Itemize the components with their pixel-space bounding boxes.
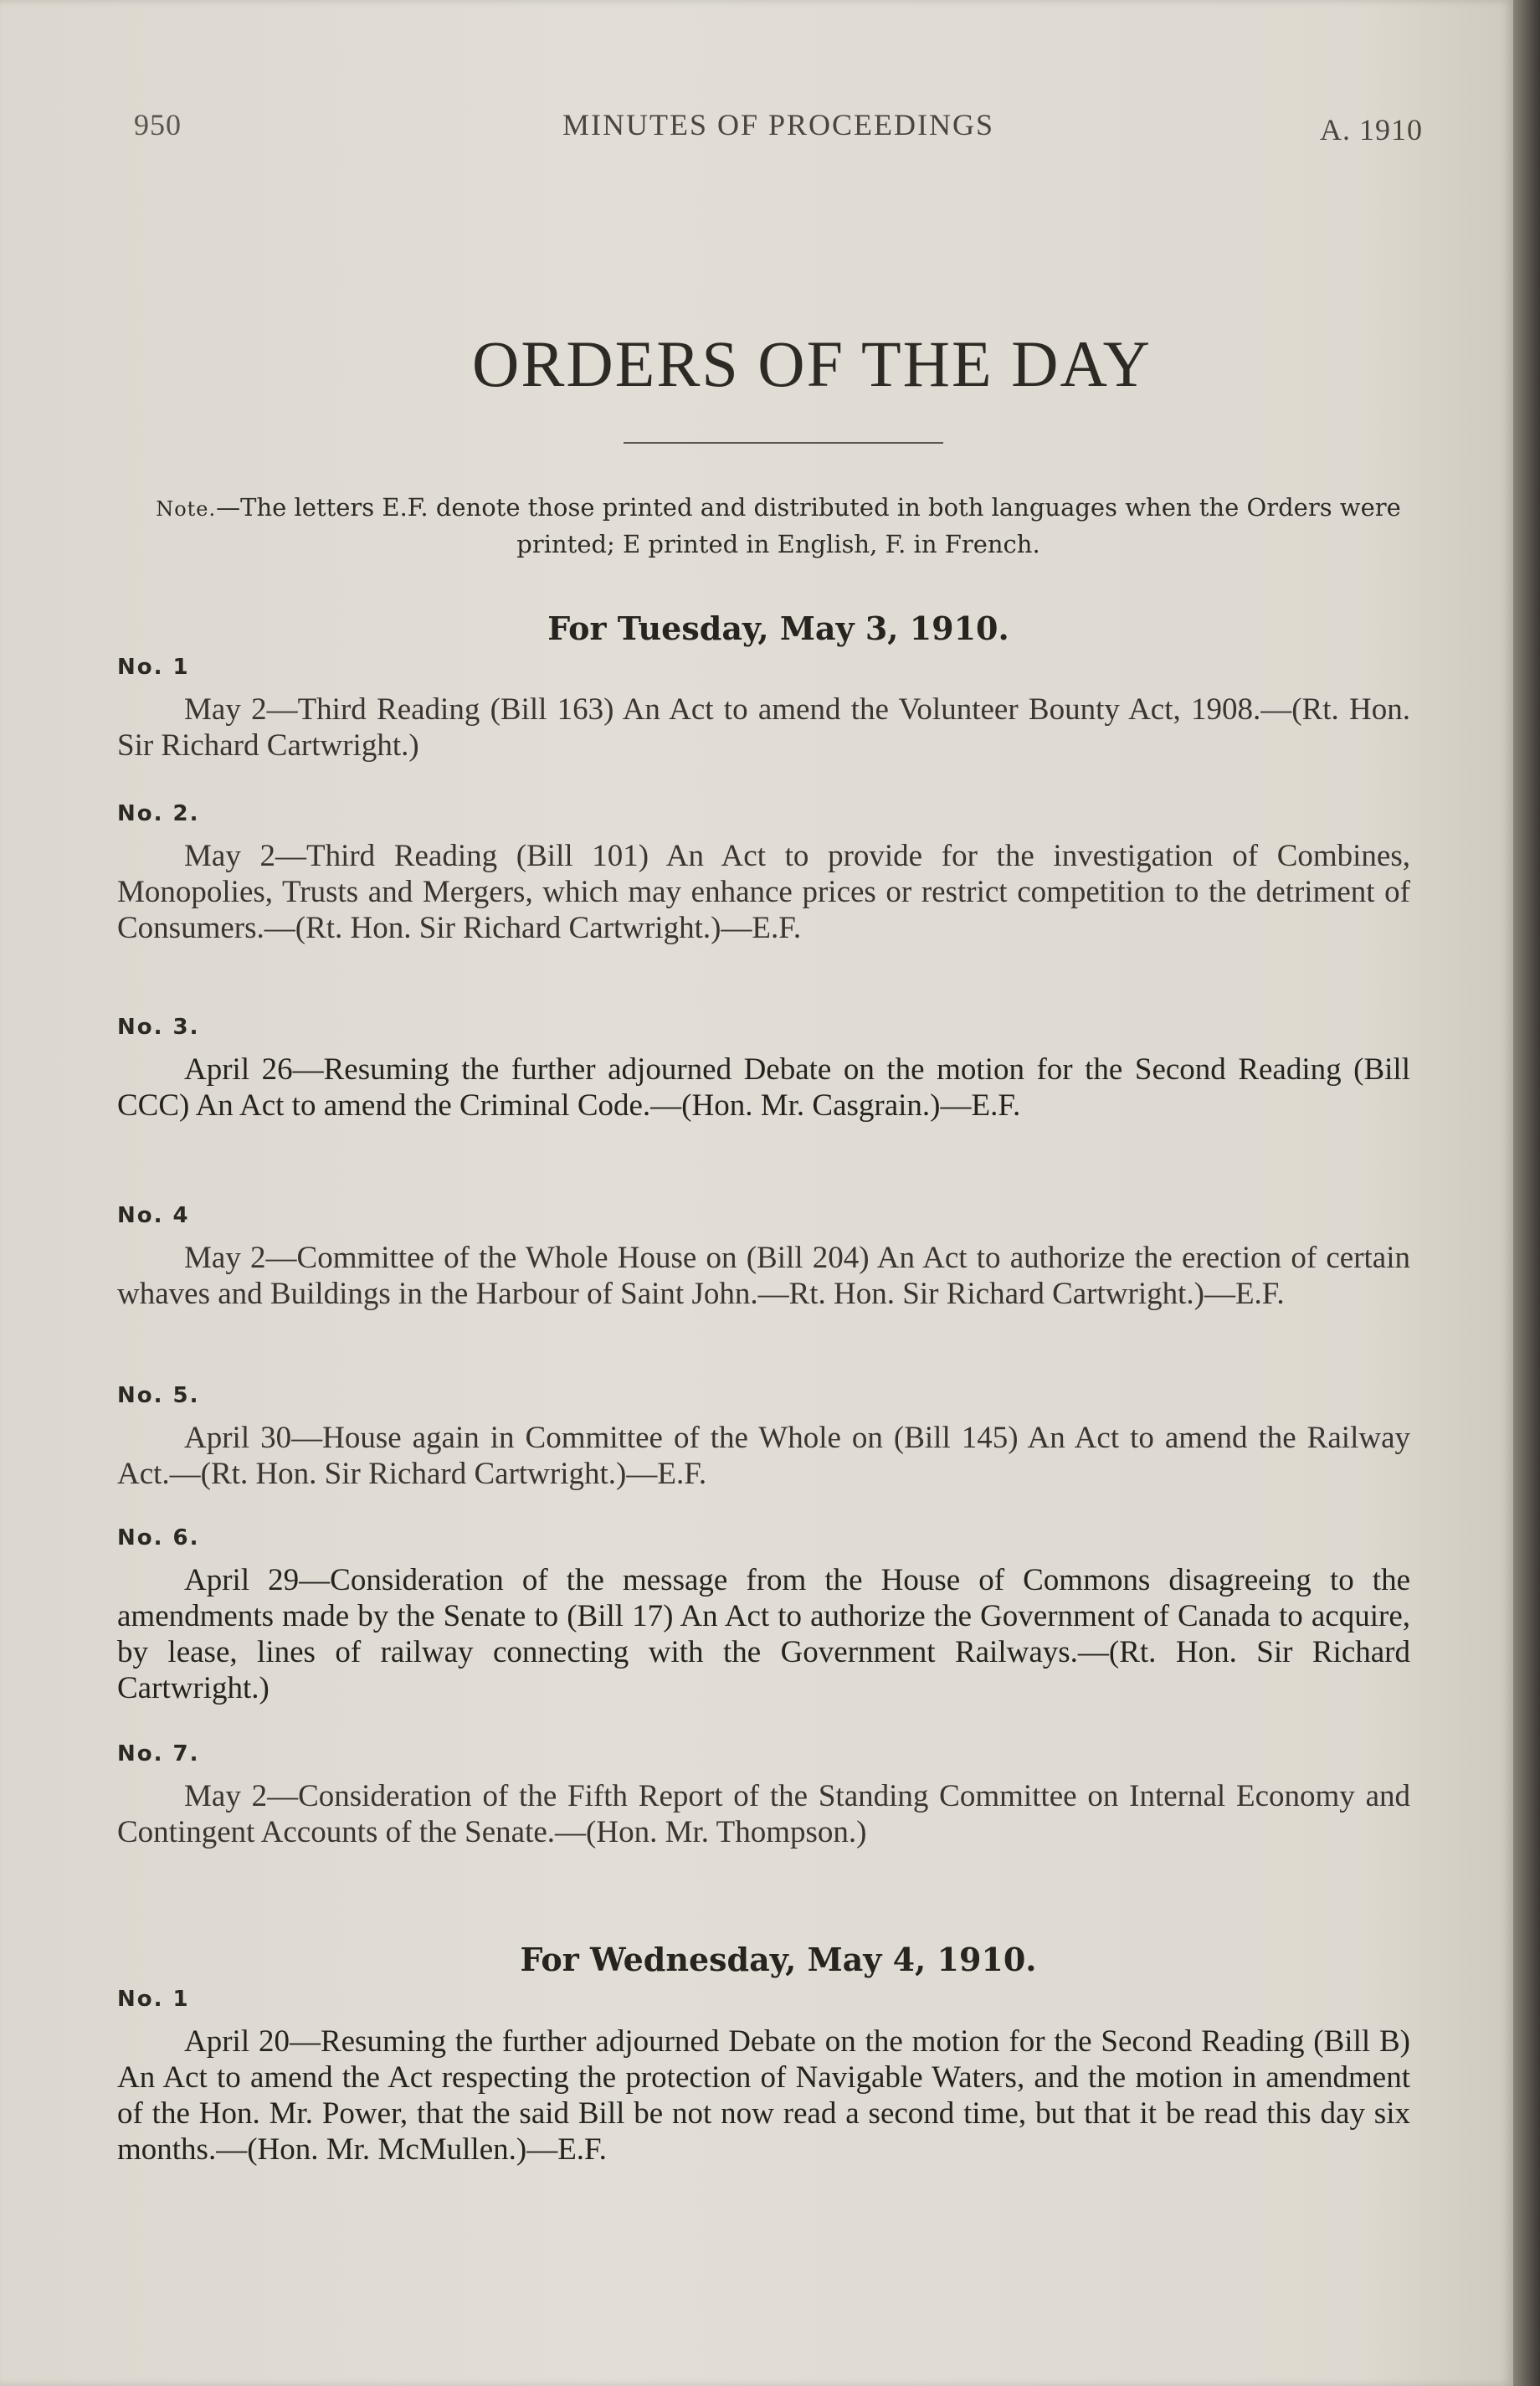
order-item	[117, 1203, 1410, 1312]
order-number: No. 1	[117, 655, 190, 680]
day-heading-wednesday: For Wednesday, May 4, 1910.	[520, 1941, 1037, 1978]
order-text: April 26—Resuming the further adjourned Debate on the motion for the Second Reading (Bill CCC) An Act to amend the Criminal Code.—(Hon. Mr. Casgrain.)—E.F.	[117, 1052, 1410, 1123]
order-number: No. 5.	[117, 1383, 200, 1408]
day-heading-tuesday: For Tuesday, May 3, 1910.	[547, 609, 1009, 647]
order-item	[117, 1987, 1410, 2167]
order-item	[117, 655, 1410, 764]
title-rule	[624, 442, 943, 444]
order-number: No. 6.	[117, 1525, 200, 1550]
order-text: May 2—Consideration of the Fifth Report of the Standing Committee on Internal Economy and Contingent Accounts of the Senate.—(Hon. Mr. Thompson.)	[117, 1779, 1410, 1849]
order-text: May 2—Committee of the Whole House on (Bill 204) An Act to authorize the erection of certain whaves and Buildings in the Harbour of Saint John.—Rt. Hon. Sir Richard Cartwright.)—E.F.	[117, 1241, 1410, 1311]
order-item	[117, 801, 1410, 946]
order-text: May 2—Third Reading (Bill 163) An Act to amend the Volunteer Bounty Act, 1908.—(Rt. Hon. Sir Richard Cartwright.)	[117, 692, 1410, 763]
session-label: A. 1910	[1320, 113, 1423, 147]
page-title: ORDERS OF THE DAY	[472, 327, 1152, 400]
page-number: 950	[134, 108, 182, 141]
order-text: April 20—Resuming the further adjourned Debate on the motion for the Second Reading (Bill B) An Act to amend the Act respecting the protection of Navigable Waters, and the motion in amendment of the Hon. Mr. Power, that the said Bill be not now read a second time, but that it be read this day six months.—(Hon. Mr. McMullen.)—E.F.	[117, 2024, 1410, 2167]
note-text: —The letters E.F. denote those printed and distributed in both languages when the Orders were printed; E printed in English, F. in French.	[216, 493, 1401, 558]
order-item	[117, 1383, 1410, 1492]
order-item	[117, 1015, 1410, 1124]
book-spine-edge	[1513, 0, 1540, 2386]
order-number: No. 2.	[117, 801, 200, 826]
order-number: No. 7.	[117, 1741, 200, 1766]
note-label: Note.	[156, 497, 217, 521]
order-text: May 2—Third Reading (Bill 101) An Act to provide for the investigation of Combines, Monopolies, Trusts and Mergers, which may enhance prices or restrict competition to the detriment of Consumers.—(Rt. Hon. Sir Richard Cartwright.)—E.F.	[117, 839, 1410, 945]
running-head-title: MINUTES OF PROCEEDINGS	[562, 108, 995, 141]
order-text: April 30—House again in Committee of the Whole on (Bill 145) An Act to amend the Railway Act.—(Rt. Hon. Sir Richard Cartwright.)—E.F.	[117, 1421, 1410, 1491]
order-number: No. 4	[117, 1203, 190, 1228]
order-item	[117, 1525, 1410, 1706]
order-number: No. 1	[117, 1987, 190, 2012]
order-text: April 29—Consideration of the message from the House of Commons disagreeing to the amendments made by the Senate to (Bill 17) An Act to authorize the Government of Canada to acquire, by lease, lines of railway connecting with the Government Railways.—(Rt. Hon. Sir Richard Cartwright.)	[117, 1563, 1410, 1705]
running-head	[134, 107, 1423, 147]
note-paragraph	[134, 490, 1423, 562]
order-item	[117, 1741, 1410, 1850]
order-number: No. 3.	[117, 1015, 200, 1040]
